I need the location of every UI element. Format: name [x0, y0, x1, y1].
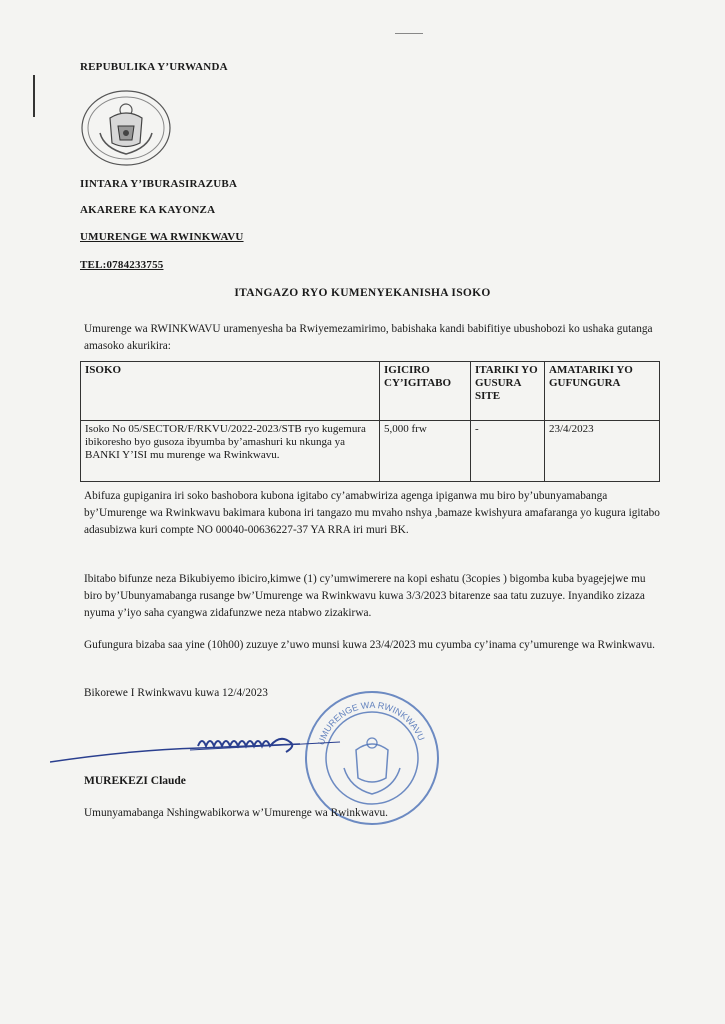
table-header-cell: AMATARIKI YO GUFUNGURA	[545, 362, 660, 421]
table-header-row	[81, 362, 660, 421]
table-cell: 23/4/2023	[545, 421, 660, 482]
table-row	[81, 421, 660, 482]
table-cell: -	[471, 421, 545, 482]
header-district: AKARERE KA KAYONZA	[80, 204, 216, 216]
header-tel: TEL:0784233755	[80, 259, 164, 271]
scan-edge-mark	[33, 75, 35, 117]
scan-dash-mark	[395, 33, 423, 34]
table-header-cell: ISOKO	[81, 362, 380, 421]
rwanda-emblem-icon	[80, 88, 172, 168]
table-header-cell: IGICIRO CY’IGITABO	[380, 362, 471, 421]
table-cell: Isoko No 05/SECTOR/F/RKVU/2022-2023/STB ryo kugemura ibikoresho byo gusoza ibyumba by’amashuri ku nkunga ya BANKI Y’ISI mu murenge wa Rwinkwavu.	[81, 421, 380, 482]
notice-title: ITANGAZO RYO KUMENYEKANISHA ISOKO	[234, 287, 491, 299]
signatory-name: MUREKEZI Claude	[84, 775, 186, 787]
header-sector: UMURENGE WA RWINKWAVU	[80, 231, 244, 243]
body-paragraph: Gufungura bizaba saa yine (10h00) zuzuye z’uwo munsi kuwa 23/4/2023 mu cyumba cy’inama cy’umurenge wa Rwinkwavu.	[84, 639, 655, 651]
body-paragraph: Ibitabo bifunze neza Bikubiyemo ibiciro,kimwe (1) cy’umwimerere na kopi eshatu (3copies ) bigomba kuba byagejejwe mu biro by’Ubunyamabanga rusange bw’Umurenge wa Rwinkwavu kuwa 3/3/2023 bitarenze saa tatu zuzuye. Inyandiko zizaza nyuma y’iyo saha cyangwa zidafunzwe neza ntabwo zizakirwa.	[84, 573, 646, 619]
signature-icon	[50, 730, 380, 775]
header-country: REPUBULIKA Y’URWANDA	[80, 61, 228, 73]
header-province: IINTARA Y’IBURASIRAZUBA	[80, 178, 238, 190]
tender-table	[80, 361, 660, 482]
signatory-role: Umunyamabanga Nshingwabikorwa w’Umurenge wa Rwinkwavu.	[84, 807, 389, 819]
table-header-cell: ITARIKI YO GUSURA SITE	[471, 362, 545, 421]
intro-paragraph: Umurenge wa RWINKWAVU uramenyesha ba Rwiyemezamirimo, babishaka kandi babifitiye ubushobozi ko ushaka gutanga amasoko akurikira:	[84, 323, 653, 352]
table-cell: 5,000 frw	[380, 421, 471, 482]
date-line: Bikorewe I Rwinkwavu kuwa 12/4/2023	[84, 687, 268, 699]
stamp-text: UMURENGE WA RWINKWAVU	[315, 699, 427, 747]
body-paragraph: Abifuza gupiganira iri soko bashobora kubona igitabo cy’amabwiriza agenga ipiganwa mu biro by’ubunyamabanga by’Umurenge wa Rwinkwavu bakimara kubona iri tangazo mu mvaho nshya ,bamaze kwishyura amafaranga yo kugura igitabo adasubizwa kuri compte NO 00040-00636227-37 YA RRA iri muri BK.	[84, 490, 660, 536]
